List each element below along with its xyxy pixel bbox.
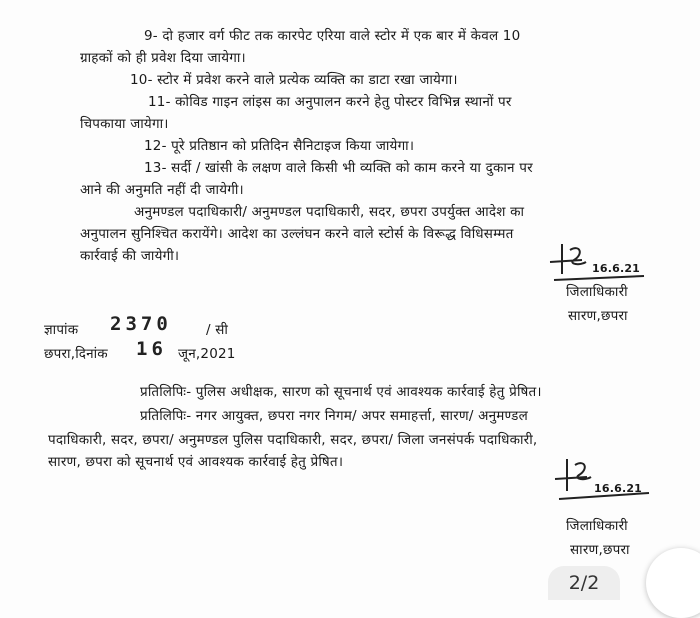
signature-2-place: सारण,छपरा xyxy=(570,542,630,558)
signature-1-date: 16.6.21 xyxy=(592,262,641,275)
copy-line-1: प्रतिलिपिः- पुलिस अधीक्षक, सारण को सूचनार्थ एवं आवश्यक कार्रवाई हेतु प्रेषित। xyxy=(140,384,542,400)
copy-line-4: सारण, छपरा को सूचनार्थ एवं आवश्यक कार्रवाई हेतु प्रेषित। xyxy=(48,454,344,470)
signature-2-date: 16.6.21 xyxy=(594,482,643,495)
signature-1-title: जिलाधिकारी xyxy=(566,284,628,300)
signature-2-scribble xyxy=(545,455,655,505)
copy-line-3: पदाधिकारी, सदर, छपरा/ अनुमण्डल पुलिस पदाधिकारी, सदर, छपरा/ जिला जनसंपर्क पदाधिकारी, xyxy=(48,432,538,448)
point-11-line-2: चिपकाया जायेगा। xyxy=(80,116,169,132)
memo-month-year: जून,2021 xyxy=(178,346,236,362)
point-13-line-2: आने की अनुमति नहीं दी जायेगी। xyxy=(80,182,244,198)
memo-suffix: / सी xyxy=(206,322,229,338)
floating-action-button[interactable] xyxy=(646,548,700,618)
point-9-line-2: ग्राहकों को ही प्रवेश दिया जायेगा। xyxy=(80,50,246,66)
page-indicator: 2/2 xyxy=(548,566,620,600)
signature-2-title: जिलाधिकारी xyxy=(566,518,628,534)
signature-1-place: सारण,छपरा xyxy=(568,308,628,324)
point-9-line-1: 9- दो हजार वर्ग फीट तक कारपेट एरिया वाले स्टोर में एक बार में केवल 10 xyxy=(144,28,521,44)
point-13-line-1: 13- सर्दी / खांसी के लक्षण वाले किसी भी व्यक्ति को काम करने या दुकान पर xyxy=(144,160,533,176)
copy-line-2: प्रतिलिपिः- नगर आयुक्त, छपरा नगर निगम/ अपर समाहर्त्ता, सारण/ अनुमण्डल xyxy=(140,408,528,424)
memo-label: ज्ञापांक xyxy=(44,322,79,338)
memo-day: 16 xyxy=(136,338,167,360)
point-12: 12- पूरे प्रतिष्ठान को प्रतिदिन सैनिटाइज किया जायेगा। xyxy=(144,138,415,154)
order-line-3: कार्रवाई की जायेगी। xyxy=(80,248,180,264)
memo-date-label: छपरा,दिनांक xyxy=(44,346,108,362)
point-11-line-1: 11- कोविड गाइन लांइस का अनुपालन करने हेतु पोस्टर विभिन्न स्थानों पर xyxy=(148,94,512,110)
point-10: 10- स्टोर में प्रवेश करने वाले प्रत्येक व्यक्ति का डाटा रखा जायेगा। xyxy=(130,72,458,88)
order-line-1: अनुमण्डल पदाधिकारी/ अनुमण्डल पदाधिकारी, सदर, छपरा उपर्युक्त आदेश का xyxy=(134,204,525,220)
memo-number: 2370 xyxy=(110,313,172,335)
order-line-2: अनुपालन सुनिश्चित करायेंगे। आदेश का उल्लंघन करने वाले स्टोर्स के विरूद्ध विधिसम्मत xyxy=(80,226,514,242)
